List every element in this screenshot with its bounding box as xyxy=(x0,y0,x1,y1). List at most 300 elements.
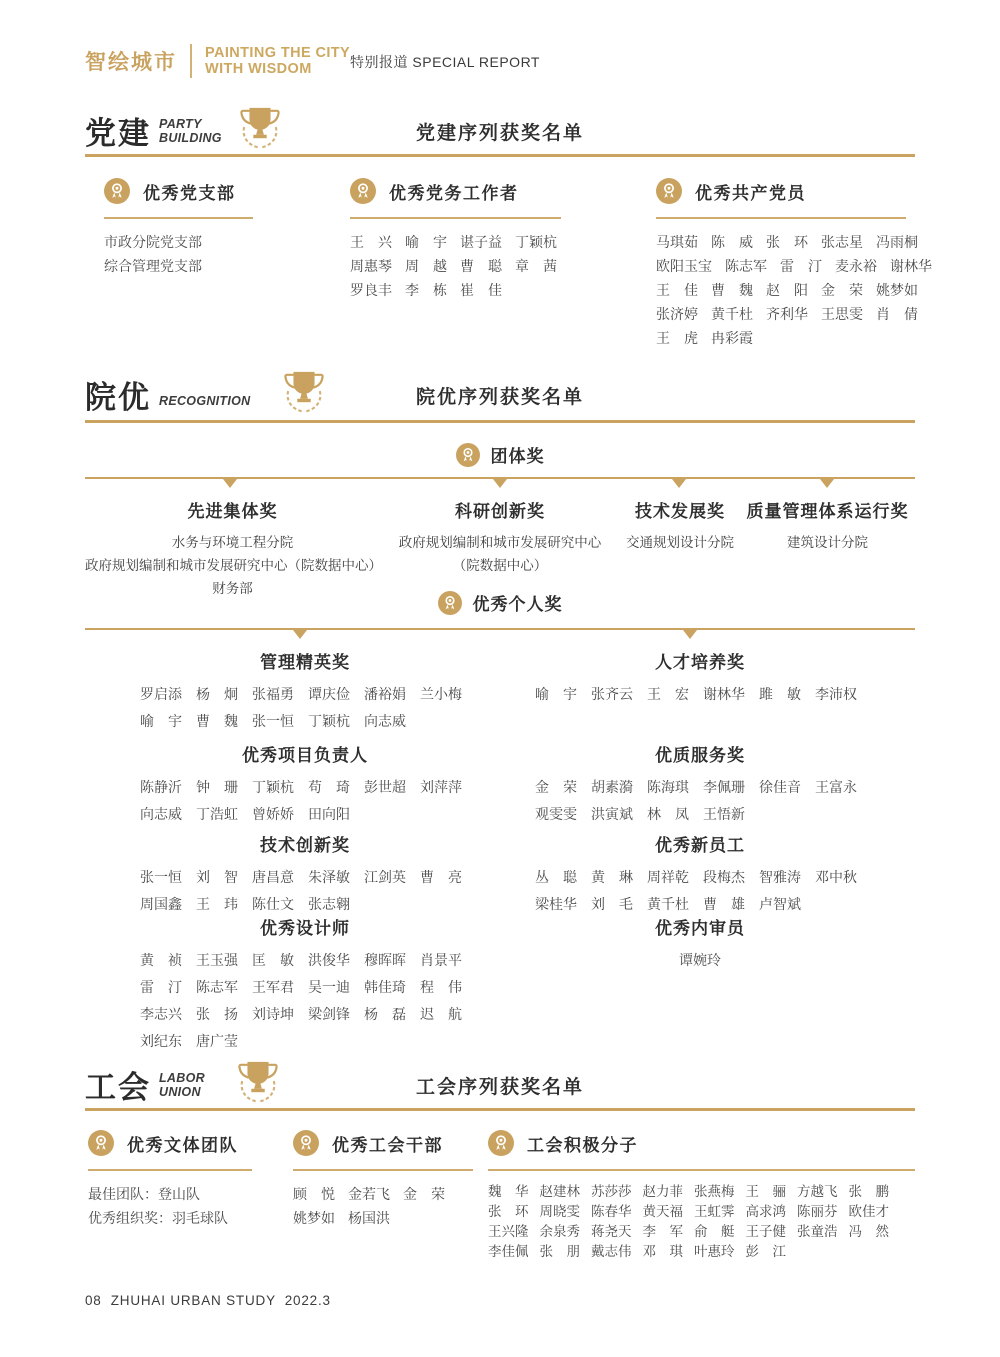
awardee-name: 洪俊华 xyxy=(308,952,350,968)
awardee-name: 章 茜 xyxy=(515,258,557,274)
award-title: 优秀新员工 xyxy=(655,836,745,855)
awardee-name: 王兴隆 xyxy=(488,1224,529,1239)
awardee-name: 周惠琴 xyxy=(350,258,392,274)
name-row xyxy=(140,947,470,974)
logo-en-line2: WITH WISDOM xyxy=(205,61,312,77)
arrow-down-icon xyxy=(293,630,307,639)
awardee-name: 顾 悦 xyxy=(293,1186,335,1202)
name-row xyxy=(140,1001,470,1028)
individual-awards-grid xyxy=(85,648,970,1055)
medal-icon xyxy=(656,178,682,204)
awardee-name: 周祥乾 xyxy=(647,869,689,885)
awardee-name: 丁颖杭 xyxy=(515,234,557,250)
awardee-name: 冯 然 xyxy=(848,1224,889,1239)
awardee-name: 李沛权 xyxy=(815,686,857,702)
union-section-rule xyxy=(85,1108,915,1111)
arrow-down-icon xyxy=(683,630,697,639)
award-title: 人才培养奖 xyxy=(655,653,745,672)
awardee-name: 张童浩 xyxy=(797,1224,838,1239)
awardee-name: 谌子益 xyxy=(460,234,502,250)
awardee-name: 陈春华 xyxy=(591,1204,632,1219)
awardee-name: 陈 威 xyxy=(711,234,753,250)
logo-divider xyxy=(190,44,192,78)
arrow-down-icon xyxy=(493,479,507,488)
name-row xyxy=(293,1206,473,1230)
awardee-name: 叶惠玲 xyxy=(694,1244,735,1259)
award-underline xyxy=(104,217,253,219)
awardee-name: 陈仕文 xyxy=(252,896,294,912)
name-row xyxy=(656,278,918,302)
awardee-name: 金 荣 xyxy=(403,1186,445,1202)
group-arrow-line xyxy=(85,477,915,489)
category-tech-development xyxy=(620,497,740,600)
awardee-name: 丛 聪 xyxy=(535,869,577,885)
awardee-name: 张 鹏 xyxy=(848,1184,889,1199)
awardee-name: 张 环 xyxy=(488,1204,529,1219)
category-research-innovation xyxy=(380,497,620,600)
award-block-new-employee xyxy=(535,831,865,914)
awardee-name: 肖景平 xyxy=(420,952,462,968)
arrow-line xyxy=(85,628,915,630)
awardee-name: 综合管理党支部 xyxy=(104,258,202,274)
awardee-name: 唐昌意 xyxy=(252,869,294,885)
medal-icon xyxy=(104,178,130,204)
awardee-list xyxy=(140,681,470,735)
awardee-name: 周 越 xyxy=(405,258,447,274)
award-underline xyxy=(88,1169,252,1171)
name-row xyxy=(140,801,470,828)
award-heading xyxy=(350,178,561,204)
awardee-list xyxy=(140,947,470,1055)
awardee-name: 徐佳音 xyxy=(759,779,801,795)
awardee-name: 谢林华 xyxy=(703,686,745,702)
award-title: 优秀文体团队 xyxy=(127,1135,238,1155)
medal-icon xyxy=(350,178,376,204)
arrow-down-icon xyxy=(672,479,686,488)
awardee-name: 肖 倩 xyxy=(876,306,918,322)
awardee-name: 丁颖杭 xyxy=(252,779,294,795)
awardee-name: 赵 阳 xyxy=(766,282,808,298)
awardee-name: 曹 魏 xyxy=(196,713,238,729)
awardee-name: 李 栋 xyxy=(405,282,447,298)
awardee-list xyxy=(88,1182,252,1230)
awardee-name: 魏 华 xyxy=(488,1184,529,1199)
awardee-name: 张 环 xyxy=(766,234,808,250)
awardee-name: 张齐云 xyxy=(591,686,633,702)
awardee-name: 苟 琦 xyxy=(308,779,350,795)
awardee-name: 丁浩虹 xyxy=(196,806,238,822)
awardee-name: 戴志伟 xyxy=(591,1244,632,1259)
name-row xyxy=(88,1206,252,1230)
awardee-name: 朱泽敏 xyxy=(308,869,350,885)
awardee-name: 丁颖杭 xyxy=(308,713,350,729)
awardee-name: 杨国洪 xyxy=(348,1210,390,1226)
awardee-name: 喻 宇 xyxy=(535,686,577,702)
party-section-title: 党建 xyxy=(85,116,151,151)
awardee-name: 韩佳琦 xyxy=(364,979,406,995)
name-row xyxy=(350,230,561,254)
awardee-name: 王 玮 xyxy=(196,896,238,912)
awardee-name: 张 扬 xyxy=(196,1006,238,1022)
award-title: 技术创新奖 xyxy=(260,836,350,855)
awardee-name: 曹 亮 xyxy=(420,869,462,885)
awardee-name: 金若飞 xyxy=(348,1186,390,1202)
awardee-name: 邓 琪 xyxy=(642,1244,683,1259)
medal-icon xyxy=(456,443,480,467)
award-title: 优秀共产党员 xyxy=(695,183,806,203)
award-title: 优秀工会干部 xyxy=(332,1135,443,1155)
award-block-internal-auditor xyxy=(535,914,865,1055)
award-title: 团体奖 xyxy=(490,447,545,466)
name-row xyxy=(656,254,932,278)
awardee-name: 姚梦如 xyxy=(876,282,918,298)
award-block-tech-innovation xyxy=(140,831,470,914)
party-section-rule xyxy=(85,154,915,157)
individual-arrow-line xyxy=(85,628,915,640)
logo-chinese-text: 智绘城市 xyxy=(85,51,177,74)
awardee-name: 邓中秋 xyxy=(815,869,857,885)
awardee-name: 麦永裕 xyxy=(835,258,877,274)
awardee-name: 曹 魏 xyxy=(711,282,753,298)
name-row xyxy=(488,1202,915,1222)
category-title: 技术发展奖 xyxy=(635,502,725,521)
awardee-name: 王富永 xyxy=(815,779,857,795)
awardee-list xyxy=(488,1182,915,1262)
award-heading xyxy=(293,1130,473,1156)
awardee-name: 欧阳玉宝 xyxy=(656,258,712,274)
party-columns xyxy=(85,178,932,378)
name-row xyxy=(350,278,561,302)
name-row xyxy=(140,774,470,801)
medal-icon xyxy=(293,1130,319,1156)
awardee-name: 张一恒 xyxy=(252,713,294,729)
awardee-name: 彭 江 xyxy=(745,1244,786,1259)
awardee-list xyxy=(140,774,470,828)
arrow-down-icon xyxy=(820,479,834,488)
category-winners xyxy=(380,531,620,577)
awardee-name: 崔 佳 xyxy=(460,282,502,298)
awardee-name: 王 宏 xyxy=(647,686,689,702)
name-row xyxy=(656,326,906,350)
awardee-name: 杨 炯 xyxy=(196,686,238,702)
awardee-name: 王 虎 xyxy=(656,330,698,346)
awardee-name: 潘裕娟 xyxy=(364,686,406,702)
awardee-name: 高求鸿 xyxy=(745,1204,786,1219)
awardee-name: 胡素漪 xyxy=(591,779,633,795)
award-block-sports-team xyxy=(88,1130,252,1230)
name-row xyxy=(140,1028,470,1055)
awardee-name: 张一恒 xyxy=(140,869,182,885)
awardee-name: 观雯雯 xyxy=(535,806,577,822)
awardee-name: 卢智斌 xyxy=(759,896,801,912)
awardee-name: 雷 汀 xyxy=(140,979,182,995)
name-row xyxy=(488,1242,915,1262)
awardee-name: 刘纪东 xyxy=(140,1033,182,1049)
awardee-name: 梁剑锋 xyxy=(308,1006,350,1022)
awardee-name: 市政分院党支部 xyxy=(104,234,202,250)
awardee-name: 蒋尧天 xyxy=(591,1224,632,1239)
awardee-name: 罗启添 xyxy=(140,686,182,702)
special-report-label: 特别报道 SPECIAL REPORT xyxy=(350,54,540,70)
award-underline xyxy=(488,1169,915,1171)
awardee-name: 张燕梅 xyxy=(694,1184,735,1199)
winner-line: 水务与环境工程分院 xyxy=(171,535,294,550)
awardee-name: 李佳佩 xyxy=(488,1244,529,1259)
name-row xyxy=(656,230,918,254)
group-award-categories xyxy=(85,497,915,600)
awardee-name: 段梅杰 xyxy=(703,869,745,885)
awardee-name: 张志翱 xyxy=(308,896,350,912)
awardee-name: 姚梦如 xyxy=(293,1210,335,1226)
awardee-name: 冯雨桐 xyxy=(876,234,918,250)
recognition-section-header xyxy=(85,372,915,422)
name-row xyxy=(140,864,470,891)
awardee-name: 张福勇 xyxy=(252,686,294,702)
awardee-list xyxy=(293,1182,473,1230)
award-title: 优秀党支部 xyxy=(143,183,236,203)
award-title: 优秀设计师 xyxy=(260,919,350,938)
awardee-name: 刘诗坤 xyxy=(252,1006,294,1022)
award-block-party-member xyxy=(656,178,932,350)
awardee-name: 杨 磊 xyxy=(364,1006,406,1022)
awardee-name: 王 兴 xyxy=(350,234,392,250)
awardee-name: 周国鑫 xyxy=(140,896,182,912)
awardee-name: 赵建林 xyxy=(539,1184,580,1199)
awardee-list xyxy=(350,230,561,302)
awardee-name: 陈静沂 xyxy=(140,779,182,795)
medal-icon xyxy=(488,1130,514,1156)
awardee-name: 王悟新 xyxy=(703,806,745,822)
awardee-name: 谭婉玲 xyxy=(679,952,721,968)
awardee-name: 王军君 xyxy=(252,979,294,995)
awardee-list xyxy=(535,681,865,708)
award-block-party-branch xyxy=(104,178,253,278)
awardee-name: 王 佳 xyxy=(656,282,698,298)
awardee-name: 李 军 xyxy=(642,1224,683,1239)
awardee-name: 齐利华 xyxy=(766,306,808,322)
recognition-section-subtitle: RECOGNITION xyxy=(159,394,251,408)
awardee-name: 方越飞 xyxy=(797,1184,838,1199)
category-title: 质量管理体系运行奖 xyxy=(746,502,909,521)
name-row xyxy=(88,1182,252,1206)
awardee-name: 吴一迪 xyxy=(308,979,350,995)
awardee-name: 陈丽芬 xyxy=(797,1204,838,1219)
award-title: 优秀个人奖 xyxy=(472,595,563,614)
awardee-name: 田向阳 xyxy=(308,806,350,822)
union-section-title: 工会 xyxy=(85,1070,151,1105)
winner-line: 政府规划编制和城市发展研究中心 xyxy=(398,535,602,550)
winner-line: 建筑设计分院 xyxy=(787,535,868,550)
award-title: 优秀项目负责人 xyxy=(242,746,368,765)
awardee-list xyxy=(535,774,865,828)
awardee-name: 梁桂华 xyxy=(535,896,577,912)
awardee-name: 李志兴 xyxy=(140,1006,182,1022)
name-row xyxy=(140,681,470,708)
awardee-list xyxy=(656,230,932,350)
logo-en-line1: PAINTING THE CITY xyxy=(205,45,351,61)
awardee-name: 谢林华 xyxy=(890,258,932,274)
awardee-list xyxy=(535,864,865,918)
awardee-name: 优秀组织奖：羽毛球队 xyxy=(88,1210,228,1226)
award-title: 优秀内审员 xyxy=(655,919,745,938)
awardee-name: 欧佳才 xyxy=(848,1204,889,1219)
award-block-talent-training xyxy=(535,648,865,741)
awardee-name: 金 荣 xyxy=(821,282,863,298)
award-title: 工会积极分子 xyxy=(527,1135,638,1155)
winner-line: （院数据中心） xyxy=(452,558,548,573)
award-heading xyxy=(488,1130,915,1156)
awardee-name: 陈志军 xyxy=(196,979,238,995)
awardee-name: 喻 宇 xyxy=(140,713,182,729)
awardee-name: 俞 艇 xyxy=(694,1224,735,1239)
name-row xyxy=(488,1222,915,1242)
awardee-name: 李佩珊 xyxy=(703,779,745,795)
awardee-name: 兰小梅 xyxy=(420,686,462,702)
recognition-list-title: 院优序列获奖名单 xyxy=(415,387,584,408)
winner-line: 交通规划设计分院 xyxy=(626,535,734,550)
award-block-designer xyxy=(140,914,470,1055)
name-row xyxy=(140,708,470,735)
award-underline xyxy=(350,217,561,219)
awardee-name: 穆晖晖 xyxy=(364,952,406,968)
awardee-name: 彭世超 xyxy=(364,779,406,795)
awardee-name: 黄千杜 xyxy=(647,896,689,912)
awardee-name: 雎 敏 xyxy=(759,686,801,702)
awardee-name: 向志威 xyxy=(364,713,406,729)
awardee-name: 王思雯 xyxy=(821,306,863,322)
awardee-name: 张 朋 xyxy=(539,1244,580,1259)
awardee-name: 唐广莹 xyxy=(196,1033,238,1049)
name-row xyxy=(535,801,865,828)
name-row xyxy=(535,864,865,891)
winner-line: 政府规划编制和城市发展研究中心（院数据中心） xyxy=(85,558,382,573)
award-block-quality-service xyxy=(535,741,865,831)
awardee-name: 林 凤 xyxy=(647,806,689,822)
union-section-header xyxy=(85,1062,915,1112)
award-underline xyxy=(656,217,906,219)
awardee-name: 张志星 xyxy=(821,234,863,250)
awardee-name: 黄千杜 xyxy=(711,306,753,322)
awardee-name: 余泉秀 xyxy=(539,1224,580,1239)
name-row xyxy=(535,681,865,708)
name-row xyxy=(140,974,470,1001)
name-row xyxy=(488,1182,915,1202)
party-section-header xyxy=(85,108,915,158)
name-row xyxy=(535,774,865,801)
awardee-name: 王子健 xyxy=(745,1224,786,1239)
awardee-name: 喻 宇 xyxy=(405,234,447,250)
arrow-down-icon xyxy=(223,479,237,488)
individual-award-label xyxy=(85,590,915,615)
name-row xyxy=(293,1182,473,1206)
category-winners xyxy=(740,531,915,554)
awardee-name: 冉彩霞 xyxy=(711,330,753,346)
party-en-line2: BUILDING xyxy=(159,131,222,145)
awardee-name: 王虹霁 xyxy=(694,1204,735,1219)
award-block-management-elite xyxy=(140,648,470,741)
name-row xyxy=(104,230,253,254)
awardee-name: 最佳团队：登山队 xyxy=(88,1186,200,1202)
awardee-name: 刘萍萍 xyxy=(420,779,462,795)
union-columns xyxy=(85,1130,915,1280)
awardee-name: 智雅涛 xyxy=(759,869,801,885)
name-row xyxy=(104,254,253,278)
page-footer: 08 ZHUHAI URBAN STUDY 2022.3 xyxy=(85,1293,331,1308)
medal-icon xyxy=(88,1130,114,1156)
awardee-name: 曾娇娇 xyxy=(252,806,294,822)
award-block-project-leader xyxy=(140,741,470,831)
awardee-list xyxy=(535,947,865,974)
category-title: 科研创新奖 xyxy=(455,502,545,521)
awardee-name: 曹 雄 xyxy=(703,896,745,912)
awardee-name: 黄 祯 xyxy=(140,952,182,968)
award-title: 优秀党务工作者 xyxy=(389,183,519,203)
award-heading xyxy=(104,178,253,204)
awardee-name: 陈志军 xyxy=(725,258,767,274)
awardee-name: 谭庆俭 xyxy=(308,686,350,702)
awardee-name: 陈海琪 xyxy=(647,779,689,795)
party-list-title: 党建序列获奖名单 xyxy=(415,123,584,144)
magazine-logo xyxy=(85,44,350,78)
awardee-name: 刘 智 xyxy=(196,869,238,885)
award-block-union-cadre xyxy=(293,1130,473,1230)
awardee-name: 雷 汀 xyxy=(780,258,822,274)
awardee-name: 周晓雯 xyxy=(539,1204,580,1219)
group-award-label xyxy=(85,442,915,467)
winner-line: 财务部 xyxy=(212,581,253,596)
awardee-name: 迟 航 xyxy=(420,1006,462,1022)
award-underline xyxy=(293,1169,473,1171)
awardee-name: 苏莎莎 xyxy=(591,1184,632,1199)
logo-english-text xyxy=(205,45,350,77)
awardee-name: 刘 毛 xyxy=(591,896,633,912)
awardee-name: 钟 珊 xyxy=(196,779,238,795)
award-heading xyxy=(88,1130,252,1156)
recognition-section-title: 院优 xyxy=(85,380,151,415)
awardee-name: 金 荣 xyxy=(535,779,577,795)
awardee-name: 黄天福 xyxy=(642,1204,683,1219)
awardee-name: 赵力菲 xyxy=(642,1184,683,1199)
party-en-line1: PARTY xyxy=(159,117,202,131)
name-row xyxy=(535,947,865,974)
award-heading xyxy=(656,178,906,204)
category-winners xyxy=(620,531,740,554)
category-title: 先进集体奖 xyxy=(187,502,278,521)
awardee-list xyxy=(140,864,470,918)
awardee-name: 匡 敏 xyxy=(252,952,294,968)
awardee-list xyxy=(104,230,253,278)
award-block-union-activist xyxy=(488,1130,915,1262)
awardee-name: 曹 聪 xyxy=(460,258,502,274)
awardee-name: 黄 琳 xyxy=(591,869,633,885)
name-row xyxy=(350,254,561,278)
name-row xyxy=(656,302,918,326)
awardee-name: 洪寅斌 xyxy=(591,806,633,822)
awardee-name: 王 骊 xyxy=(745,1184,786,1199)
union-en-line2: UNION xyxy=(159,1085,201,1099)
category-advanced-collective xyxy=(85,497,380,600)
category-quality-management xyxy=(740,497,915,600)
awardee-name: 程 伟 xyxy=(420,979,462,995)
awardee-name: 王玉强 xyxy=(196,952,238,968)
award-block-party-worker xyxy=(350,178,561,302)
awardee-name: 罗良丰 xyxy=(350,282,392,298)
union-list-title: 工会序列获奖名单 xyxy=(415,1077,584,1098)
top-bar xyxy=(85,40,915,84)
awardee-name: 马琪茹 xyxy=(656,234,698,250)
award-title: 优质服务奖 xyxy=(655,746,745,765)
recognition-section-rule xyxy=(85,420,915,423)
